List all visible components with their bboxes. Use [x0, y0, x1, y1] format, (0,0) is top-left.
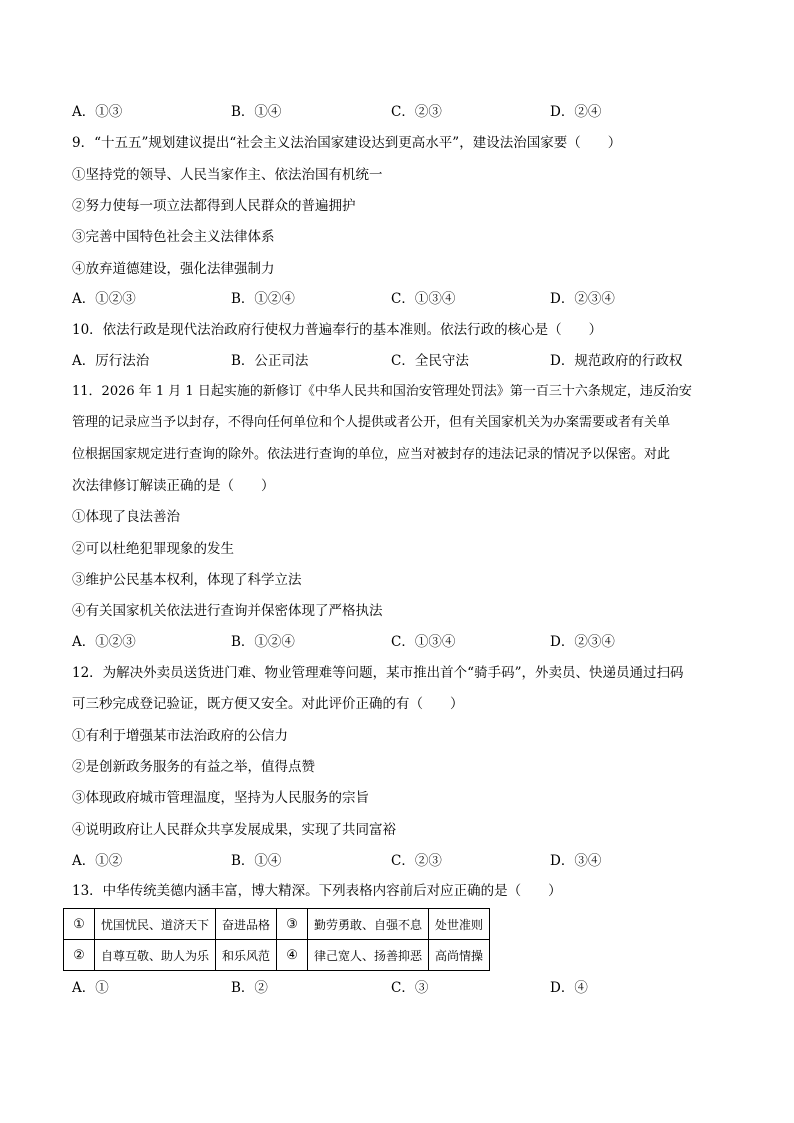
table-cell: 处世准则	[429, 909, 490, 940]
q9-item-1: ①坚持党的领导、人民当家作主、依法治国有机统一	[72, 167, 383, 183]
q13-virtue-table	[63, 908, 490, 971]
q9-item-2: ②努力使每一项立法都得到人民群众的普遍拥护	[72, 198, 356, 214]
q12-item-3: ③体现政府城市管理温度，坚持为人民服务的宗旨	[72, 790, 369, 806]
q13-option-d[interactable]: D．④	[550, 980, 588, 996]
q11-item-2: ②可以杜绝犯罪现象的发生	[72, 541, 234, 557]
q10-stem: 10．依法行政是现代法治政府行使权力普遍奉行的基本准则。依法行政的核心是（ ）	[72, 322, 603, 338]
q10-option-d[interactable]: D．规范政府的行政权	[550, 353, 683, 369]
q13-stem: 13．中华传统美德内涵丰富，博大精深。下列表格内容前后对应正确的是（ ）	[72, 883, 562, 899]
q8-option-c[interactable]: C．②③	[391, 104, 442, 120]
q11-option-d[interactable]: D．②③④	[550, 634, 615, 650]
q13-option-c[interactable]: C．③	[391, 980, 429, 996]
q11-item-4: ④有关国家机关依法进行查询并保密体现了严格执法	[72, 603, 383, 619]
q8-option-b[interactable]: B．①④	[231, 104, 282, 120]
q9-option-c[interactable]: C．①③④	[391, 291, 456, 307]
q11-item-3: ③维护公民基本权利，体现了科学立法	[72, 572, 302, 588]
q11-options	[72, 633, 732, 651]
q9-stem: 9．“十五五”规划建议提出“社会主义法治国家建设达到更高水平”，建设法治国家要（ ）	[72, 135, 622, 151]
q12-options	[72, 852, 732, 870]
q11-option-b[interactable]: B．①②④	[231, 634, 295, 650]
table-row	[64, 940, 490, 971]
q11-option-a[interactable]: A．①②③	[72, 634, 136, 650]
table-cell: 奋进品格	[216, 909, 277, 940]
q12-item-1: ①有利于增强某市法治政府的公信力	[72, 728, 288, 744]
q12-stem-line-1: 12．为解决外卖员送货进门难、物业管理难等问题，某市推出首个“骑手码”，外卖员、快递员通过扫码	[72, 665, 684, 681]
q12-option-c[interactable]: C．②③	[391, 853, 442, 869]
table-cell: 律己宽人、扬善抑恶	[308, 940, 429, 971]
table-cell: ①	[64, 909, 95, 940]
table-cell: 忧国忧民、道济天下	[95, 909, 216, 940]
q9-option-d[interactable]: D．②③④	[550, 291, 615, 307]
q9-option-a[interactable]: A．①②③	[72, 291, 136, 307]
table-cell: 勤劳勇敢、自强不息	[308, 909, 429, 940]
q9-option-b[interactable]: B．①②④	[231, 291, 295, 307]
q12-option-d[interactable]: D．③④	[550, 853, 602, 869]
q12-stem-line-2: 可三秒完成登记验证，既方便又安全。对此评价正确的有（ ）	[72, 696, 464, 712]
q8-option-a[interactable]: A．①③	[72, 104, 123, 120]
q8-options	[72, 103, 732, 121]
q9-item-4: ④放弃道德建设，强化法律强制力	[72, 261, 275, 277]
q9-item-3: ③完善中国特色社会主义法律体系	[72, 229, 275, 245]
q13-option-a[interactable]: A．①	[72, 980, 109, 996]
q12-option-b[interactable]: B．①④	[231, 853, 282, 869]
q11-stem-line-3: 位根据国家规定进行查询的除外。依法进行查询的单位，应当对被封存的违法记录的情况予以保密。对此	[72, 447, 671, 462]
table-cell: ②	[64, 940, 95, 971]
q11-stem-line-4: 次法律修订解读正确的是（ ）	[72, 478, 275, 494]
q8-option-d[interactable]: D．②④	[550, 104, 602, 120]
q11-stem-line-1: 11．2026 年 1 月 1 日起实施的新修订《中华人民共和国治安管理处罚法》第一百三十六条规定，违反治安	[72, 384, 692, 399]
q12-option-a[interactable]: A．①②	[72, 853, 123, 869]
table-cell: 和乐风范	[216, 940, 277, 971]
q10-options	[72, 352, 732, 370]
q10-option-c[interactable]: C．全民守法	[391, 353, 469, 369]
q10-option-a[interactable]: A．厉行法治	[72, 353, 150, 369]
q11-option-c[interactable]: C．①③④	[391, 634, 456, 650]
table-cell: 高尚情操	[429, 940, 490, 971]
table-cell: ③	[277, 909, 308, 940]
q13-option-b[interactable]: B．②	[231, 980, 268, 996]
q12-item-4: ④说明政府让人民群众共享发展成果，实现了共同富裕	[72, 822, 396, 838]
table-cell: ④	[277, 940, 308, 971]
q9-options	[72, 290, 732, 308]
table-cell: 自尊互敬、助人为乐	[95, 940, 216, 971]
q11-item-1: ①体现了良法善治	[72, 509, 180, 525]
q10-option-b[interactable]: B．公正司法	[231, 353, 309, 369]
table-row	[64, 909, 490, 940]
q11-stem-line-2: 管理的记录应当予以封存，不得向任何单位和个人提供或者公开，但有关国家机关为办案需要或者有关单	[72, 415, 671, 430]
q13-options	[72, 979, 732, 997]
q12-item-2: ②是创新政务服务的有益之举，值得点赞	[72, 759, 315, 775]
